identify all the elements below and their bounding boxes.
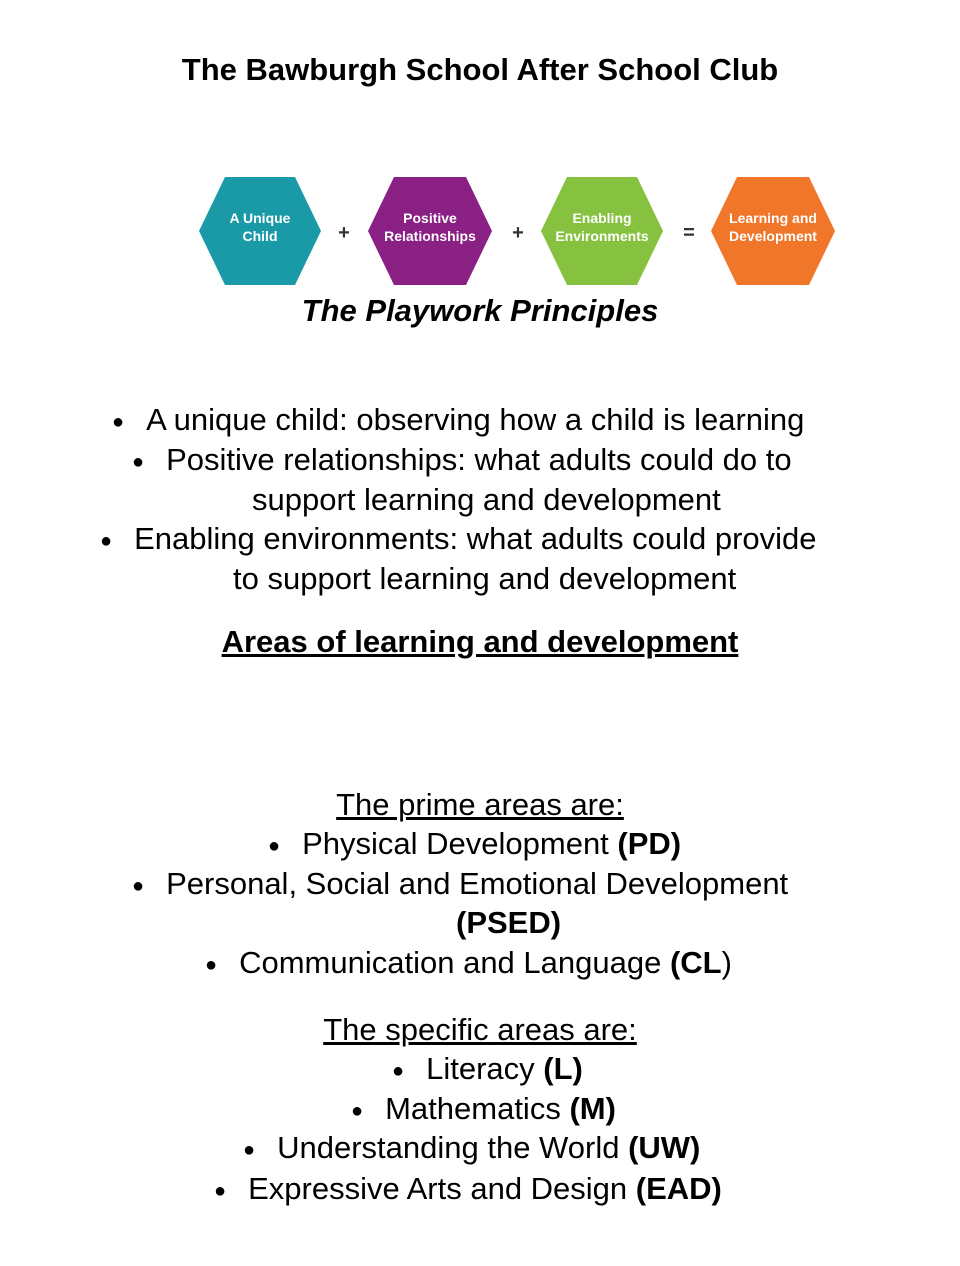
list-item <box>205 943 732 985</box>
hexagon-learning-development <box>711 177 835 285</box>
specific-areas-heading: The specific areas are: <box>323 1012 637 1047</box>
bullet-icon: ● <box>100 529 113 552</box>
hexagon-enabling-environments <box>541 177 663 285</box>
bullet-icon: ● <box>112 410 125 433</box>
bullet-icon: ● <box>132 874 145 897</box>
list-item-continuation: to support learning and development <box>233 561 737 596</box>
area-code: (PSED) <box>456 905 562 940</box>
list-item-text: Personal, Social and Emotional Development <box>166 866 789 901</box>
hexagon-label-line1: Enabling <box>572 210 632 226</box>
list-item-text: Expressive Arts and Design <box>248 1171 636 1206</box>
bullet-icon: ● <box>132 450 145 473</box>
bullet-icon: ● <box>243 1138 256 1161</box>
hexagon-label-line1: Learning and <box>729 210 817 226</box>
plus-operator: + <box>338 222 350 244</box>
equals-operator: = <box>683 222 695 244</box>
list-item-text: Positive relationships: what adults could do to <box>166 442 792 477</box>
list-item <box>268 824 681 866</box>
list-item <box>214 1169 722 1211</box>
areas-heading: Areas of learning and development <box>221 624 739 659</box>
area-code: (CL <box>669 945 722 980</box>
bullet-icon: ● <box>268 834 281 857</box>
list-item <box>132 440 792 482</box>
hexagon-label-line2: Child <box>242 228 278 244</box>
list-item-text: Physical Development <box>302 826 618 861</box>
area-code-tail: ) <box>721 945 732 980</box>
list-item <box>392 1049 583 1091</box>
bullet-icon: ● <box>214 1179 227 1202</box>
list-item-text: Mathematics <box>385 1091 570 1126</box>
list-item-continuation: support learning and development <box>252 482 721 517</box>
hexagon-label-line2: Environments <box>555 228 649 244</box>
hexagon-unique-child <box>199 177 321 285</box>
list-item <box>100 519 817 561</box>
hexagon-label-line2: Development <box>729 228 817 244</box>
list-item-text: A unique child: observing how a child is learning <box>146 402 805 437</box>
hexagon-positive-relationships <box>368 177 492 285</box>
bullet-icon: ● <box>392 1059 405 1082</box>
playwork-principles-heading: The Playwork Principles <box>301 293 659 328</box>
hexagon-label-line2: Relationships <box>384 228 476 244</box>
list-item-text: Enabling environments: what adults could provide <box>134 521 817 556</box>
list-item <box>112 400 804 442</box>
bullet-icon: ● <box>351 1099 364 1122</box>
page-title: The Bawburgh School After School Club <box>181 52 779 87</box>
area-code: (PD) <box>617 826 682 861</box>
list-item-text: Communication and Language <box>239 945 670 980</box>
hexagon-label-line1: A Unique <box>229 210 291 226</box>
list-item-text: Literacy <box>426 1051 544 1086</box>
area-code: (EAD) <box>635 1171 722 1206</box>
list-item-text: Understanding the World <box>277 1130 629 1165</box>
list-item <box>243 1128 700 1170</box>
area-code: (L) <box>543 1051 583 1086</box>
list-item <box>351 1089 616 1131</box>
list-item <box>132 864 788 906</box>
prime-areas-heading: The prime areas are: <box>336 787 624 822</box>
hexagon-label-line1: Positive <box>403 210 457 226</box>
bullet-icon: ● <box>205 953 218 976</box>
area-code: (UW) <box>628 1130 701 1165</box>
area-code: (M) <box>569 1091 616 1126</box>
plus-operator: + <box>512 222 524 244</box>
eyfs-principles-diagram <box>195 175 840 287</box>
